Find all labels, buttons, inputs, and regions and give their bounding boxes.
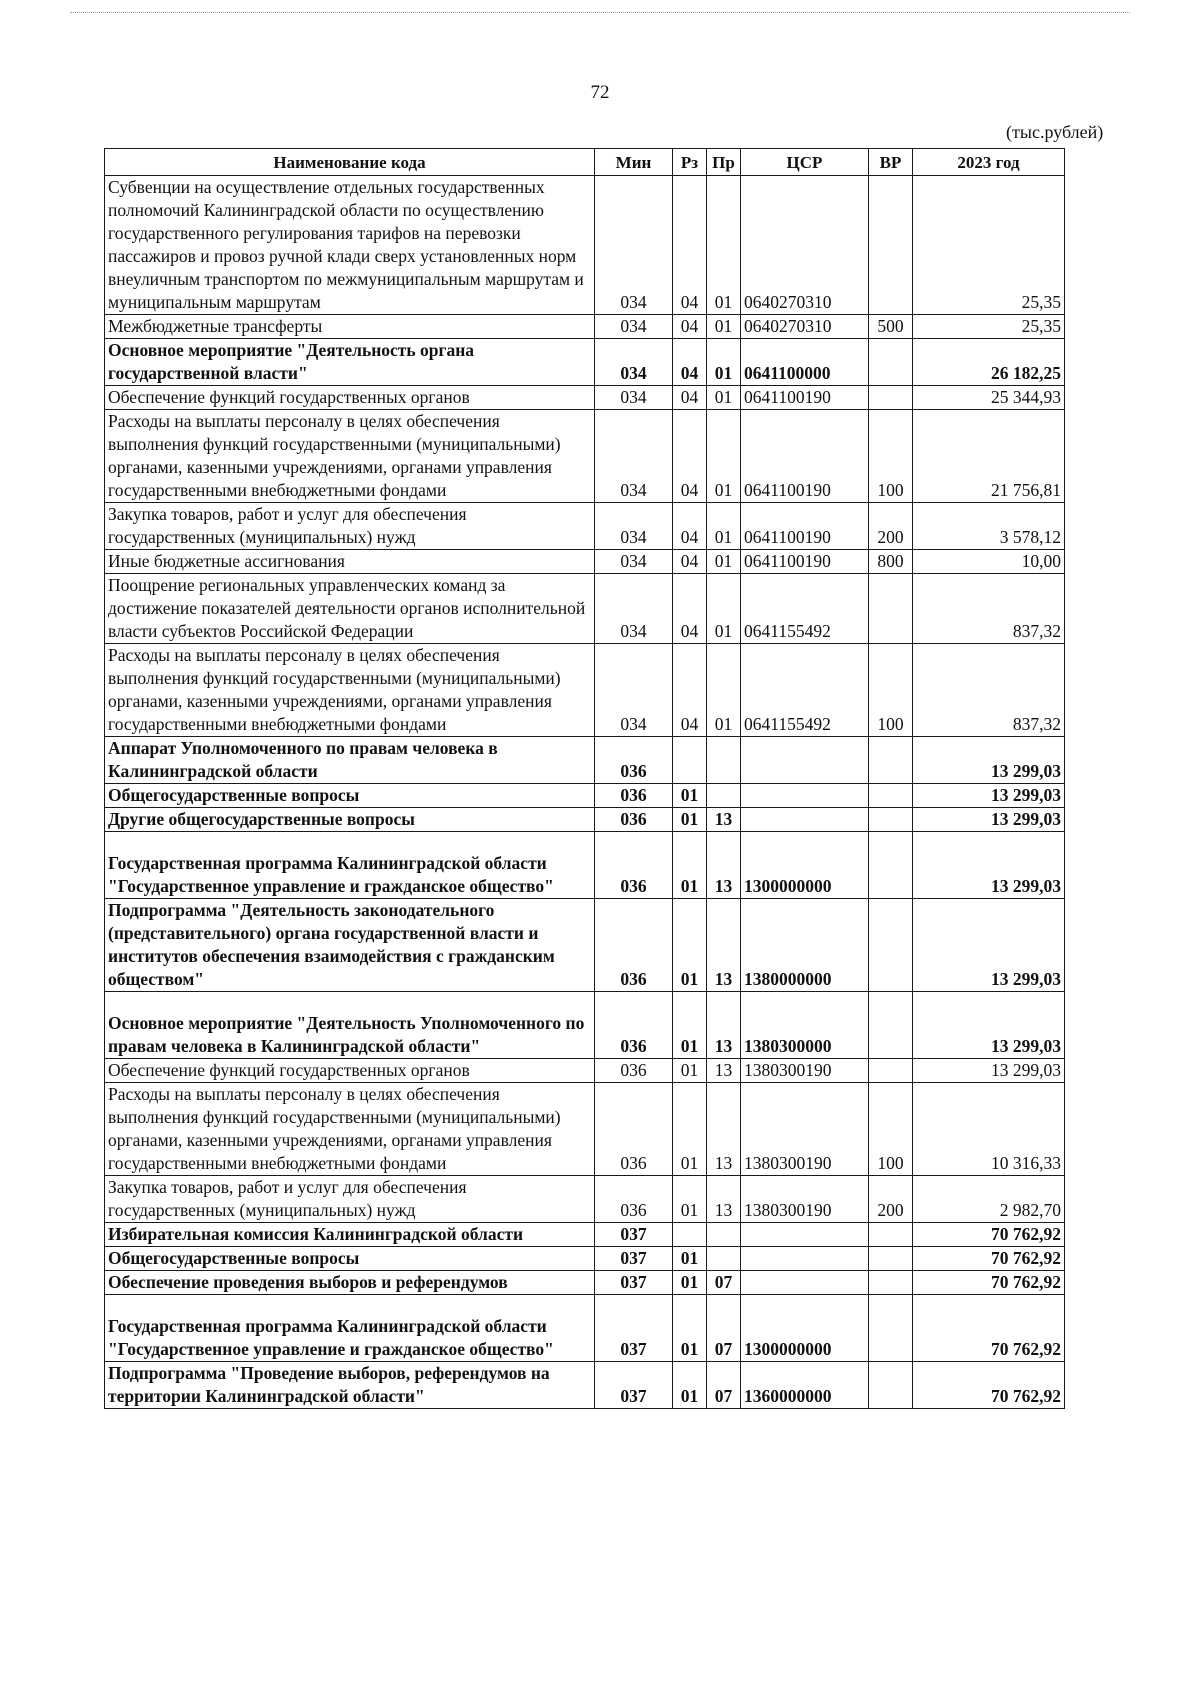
- row-name: Аппарат Уполномоченного по правам человека в Калининградской области: [105, 737, 595, 784]
- row-csr: 0640270310: [741, 315, 869, 339]
- table-row: [105, 737, 1065, 784]
- row-rz: 04: [673, 386, 707, 410]
- row-vr: [869, 1362, 913, 1409]
- row-name: Другие общегосударственные вопросы: [105, 808, 595, 832]
- row-pr: [707, 737, 741, 784]
- row-rz: 04: [673, 644, 707, 737]
- row-csr: 0641100190: [741, 386, 869, 410]
- table-row: [105, 1223, 1065, 1247]
- table-row: [105, 899, 1065, 992]
- row-pr: 01: [707, 503, 741, 550]
- row-name: Закупка товаров, работ и услуг для обеспечения государственных (муниципальных) нужд: [105, 503, 595, 550]
- row-min: 034: [595, 176, 673, 315]
- row-rz: 01: [673, 899, 707, 992]
- row-vr: [869, 1271, 913, 1295]
- row-csr: [741, 808, 869, 832]
- row-pr: 01: [707, 315, 741, 339]
- row-amount: 25,35: [913, 176, 1065, 315]
- row-vr: [869, 784, 913, 808]
- row-pr: 01: [707, 386, 741, 410]
- row-amount: 13 299,03: [913, 1059, 1065, 1083]
- row-name: Поощрение региональных управленческих команд за достижение показателей деятельности органов исполнительной власти субъектов Российской Федерации: [105, 574, 595, 644]
- row-min: 036: [595, 992, 673, 1059]
- row-amount: 13 299,03: [913, 992, 1065, 1059]
- row-min: 036: [595, 1176, 673, 1223]
- row-rz: 04: [673, 315, 707, 339]
- table-row: [105, 176, 1065, 315]
- row-min: 036: [595, 784, 673, 808]
- row-csr: 1300000000: [741, 832, 869, 899]
- row-pr: 13: [707, 1083, 741, 1176]
- row-pr: 07: [707, 1271, 741, 1295]
- row-min: 034: [595, 339, 673, 386]
- row-csr: 1380000000: [741, 899, 869, 992]
- row-pr: 01: [707, 644, 741, 737]
- row-pr: 07: [707, 1362, 741, 1409]
- row-amount: 25 344,93: [913, 386, 1065, 410]
- row-csr: [741, 784, 869, 808]
- row-amount: 837,32: [913, 574, 1065, 644]
- row-rz: 01: [673, 808, 707, 832]
- row-amount: 10 316,33: [913, 1083, 1065, 1176]
- table-row: [105, 1176, 1065, 1223]
- row-vr: 100: [869, 644, 913, 737]
- row-rz: 01: [673, 992, 707, 1059]
- header-csr: ЦСР: [741, 149, 869, 176]
- row-csr: 1360000000: [741, 1362, 869, 1409]
- table-row: [105, 808, 1065, 832]
- row-csr: [741, 1247, 869, 1271]
- row-pr: 13: [707, 832, 741, 899]
- row-vr: [869, 574, 913, 644]
- row-amount: 70 762,92: [913, 1247, 1065, 1271]
- table-row: [105, 410, 1065, 503]
- row-pr: [707, 1247, 741, 1271]
- header-pr: Пр: [707, 149, 741, 176]
- row-pr: 13: [707, 992, 741, 1059]
- row-rz: 01: [673, 784, 707, 808]
- row-rz: 04: [673, 339, 707, 386]
- row-min: 034: [595, 315, 673, 339]
- row-vr: [869, 832, 913, 899]
- row-amount: 70 762,92: [913, 1362, 1065, 1409]
- row-rz: 04: [673, 503, 707, 550]
- row-min: 037: [595, 1247, 673, 1271]
- row-pr: 13: [707, 1176, 741, 1223]
- row-min: 037: [595, 1295, 673, 1362]
- row-rz: [673, 737, 707, 784]
- row-vr: [869, 899, 913, 992]
- row-rz: [673, 1223, 707, 1247]
- table-row: [105, 386, 1065, 410]
- row-pr: 01: [707, 410, 741, 503]
- row-rz: 01: [673, 1362, 707, 1409]
- table-row: [105, 574, 1065, 644]
- row-vr: 800: [869, 550, 913, 574]
- row-amount: 70 762,92: [913, 1271, 1065, 1295]
- row-csr: [741, 1223, 869, 1247]
- row-vr: 500: [869, 315, 913, 339]
- header-year: 2023 год: [913, 149, 1065, 176]
- table-row: [105, 1295, 1065, 1362]
- row-min: 036: [595, 899, 673, 992]
- row-min: 034: [595, 503, 673, 550]
- row-name: Обеспечение функций государственных органов: [105, 1059, 595, 1083]
- row-name: Общегосударственные вопросы: [105, 784, 595, 808]
- row-vr: 200: [869, 1176, 913, 1223]
- row-pr: 01: [707, 339, 741, 386]
- row-rz: 01: [673, 1059, 707, 1083]
- table-row: [105, 1083, 1065, 1176]
- row-rz: 01: [673, 1295, 707, 1362]
- row-min: 036: [595, 737, 673, 784]
- row-amount: 13 299,03: [913, 808, 1065, 832]
- row-name: Основное мероприятие "Деятельность органа государственной власти": [105, 339, 595, 386]
- table-row: [105, 1362, 1065, 1409]
- row-name: Межбюджетные трансферты: [105, 315, 595, 339]
- row-vr: 200: [869, 503, 913, 550]
- table-row: [105, 832, 1065, 899]
- budget-table: [104, 148, 1065, 1409]
- row-pr: [707, 784, 741, 808]
- row-vr: [869, 1223, 913, 1247]
- row-amount: 70 762,92: [913, 1295, 1065, 1362]
- row-vr: [869, 992, 913, 1059]
- row-csr: 0641100190: [741, 550, 869, 574]
- row-csr: 1300000000: [741, 1295, 869, 1362]
- row-vr: [869, 386, 913, 410]
- row-vr: 100: [869, 1083, 913, 1176]
- row-min: 037: [595, 1362, 673, 1409]
- table-row: [105, 644, 1065, 737]
- row-rz: 04: [673, 574, 707, 644]
- table-row: [105, 1271, 1065, 1295]
- row-pr: 13: [707, 1059, 741, 1083]
- row-min: 034: [595, 574, 673, 644]
- row-name: Расходы на выплаты персоналу в целях обеспечения выполнения функций государственными (муниципальными) органами, казенными учреждениями, органами управления государственными внебюджетными фондами: [105, 1083, 595, 1176]
- row-rz: 01: [673, 1176, 707, 1223]
- units-label: (тыс.рублей): [1006, 122, 1104, 142]
- row-csr: 0641100190: [741, 503, 869, 550]
- header-vr: ВР: [869, 149, 913, 176]
- row-csr: [741, 737, 869, 784]
- row-pr: [707, 1223, 741, 1247]
- table-row: [105, 315, 1065, 339]
- table-row: [105, 992, 1065, 1059]
- row-pr: 01: [707, 550, 741, 574]
- row-rz: 01: [673, 1247, 707, 1271]
- table-row: [105, 1247, 1065, 1271]
- row-vr: 100: [869, 410, 913, 503]
- row-pr: 13: [707, 808, 741, 832]
- row-vr: [869, 737, 913, 784]
- row-vr: [869, 1247, 913, 1271]
- row-name: Общегосударственные вопросы: [105, 1247, 595, 1271]
- row-name: Избирательная комиссия Калининградской области: [105, 1223, 595, 1247]
- row-amount: 13 299,03: [913, 899, 1065, 992]
- row-pr: 01: [707, 176, 741, 315]
- row-rz: 01: [673, 1083, 707, 1176]
- table-row: [105, 503, 1065, 550]
- header-name: Наименование кода: [105, 149, 595, 176]
- row-csr: 1380300000: [741, 992, 869, 1059]
- row-amount: 837,32: [913, 644, 1065, 737]
- page-number: 72: [590, 82, 610, 103]
- row-csr: 0640270310: [741, 176, 869, 315]
- row-min: 036: [595, 832, 673, 899]
- row-csr: 0641155492: [741, 574, 869, 644]
- row-csr: 1380300190: [741, 1083, 869, 1176]
- row-name: Обеспечение функций государственных органов: [105, 386, 595, 410]
- row-vr: [869, 1059, 913, 1083]
- row-name: Основное мероприятие "Деятельность Уполномоченного по правам человека в Калининградской области": [105, 992, 595, 1059]
- row-min: 037: [595, 1223, 673, 1247]
- row-amount: 13 299,03: [913, 832, 1065, 899]
- row-min: 036: [595, 808, 673, 832]
- row-vr: [869, 176, 913, 315]
- row-pr: 13: [707, 899, 741, 992]
- row-vr: [869, 1295, 913, 1362]
- row-pr: 01: [707, 574, 741, 644]
- row-amount: 3 578,12: [913, 503, 1065, 550]
- row-vr: [869, 339, 913, 386]
- row-min: 036: [595, 1059, 673, 1083]
- row-name: Государственная программа Калининградской области "Государственное управление и гражданское общество": [105, 1295, 595, 1362]
- row-min: 036: [595, 1083, 673, 1176]
- row-amount: 2 982,70: [913, 1176, 1065, 1223]
- row-name: Закупка товаров, работ и услуг для обеспечения государственных (муниципальных) нужд: [105, 1176, 595, 1223]
- row-name: Расходы на выплаты персоналу в целях обеспечения выполнения функций государственными (муниципальными) органами, казенными учреждениями, органами управления государственными внебюджетными фондами: [105, 410, 595, 503]
- header-min: Мин: [595, 149, 673, 176]
- table-row: [105, 784, 1065, 808]
- row-vr: [869, 808, 913, 832]
- row-csr: 1380300190: [741, 1059, 869, 1083]
- row-name: Подпрограмма "Деятельность законодательного (представительного) органа государственной власти и институтов обеспечения взаимодействия с гражданским обществом": [105, 899, 595, 992]
- table-header-row: [105, 149, 1065, 176]
- row-amount: 10,00: [913, 550, 1065, 574]
- row-min: 034: [595, 410, 673, 503]
- table-row: [105, 550, 1065, 574]
- row-name: Иные бюджетные ассигнования: [105, 550, 595, 574]
- row-rz: 04: [673, 176, 707, 315]
- row-amount: 26 182,25: [913, 339, 1065, 386]
- table-row: [105, 339, 1065, 386]
- table-row: [105, 1059, 1065, 1083]
- row-rz: 04: [673, 550, 707, 574]
- row-amount: 13 299,03: [913, 784, 1065, 808]
- row-rz: 01: [673, 1271, 707, 1295]
- row-csr: 1380300190: [741, 1176, 869, 1223]
- row-rz: 01: [673, 832, 707, 899]
- row-csr: 0641100190: [741, 410, 869, 503]
- row-name: Обеспечение проведения выборов и референдумов: [105, 1271, 595, 1295]
- header-rz: Рз: [673, 149, 707, 176]
- row-min: 034: [595, 550, 673, 574]
- row-name: Государственная программа Калининградской области "Государственное управление и гражданское общество": [105, 832, 595, 899]
- row-rz: 04: [673, 410, 707, 503]
- row-name: Расходы на выплаты персоналу в целях обеспечения выполнения функций государственными (муниципальными) органами, казенными учреждениями, органами управления государственными внебюджетными фондами: [105, 644, 595, 737]
- row-csr: [741, 1271, 869, 1295]
- row-min: 034: [595, 386, 673, 410]
- scan-artifact-line: [70, 12, 1130, 13]
- row-csr: 0641100000: [741, 339, 869, 386]
- row-min: 034: [595, 644, 673, 737]
- row-name: Подпрограмма "Проведение выборов, референдумов на территории Калининградской области": [105, 1362, 595, 1409]
- row-csr: 0641155492: [741, 644, 869, 737]
- row-amount: 13 299,03: [913, 737, 1065, 784]
- row-name: Субвенции на осуществление отдельных государственных полномочий Калининградской области по осуществлению государственного регулирования тарифов на перевозки пассажиров и провоз ручной клади сверх установленных норм внеуличным транспортом по межмуниципальным маршрутам и муниципальным маршрутам: [105, 176, 595, 315]
- row-amount: 70 762,92: [913, 1223, 1065, 1247]
- row-pr: 07: [707, 1295, 741, 1362]
- row-amount: 25,35: [913, 315, 1065, 339]
- row-amount: 21 756,81: [913, 410, 1065, 503]
- row-min: 037: [595, 1271, 673, 1295]
